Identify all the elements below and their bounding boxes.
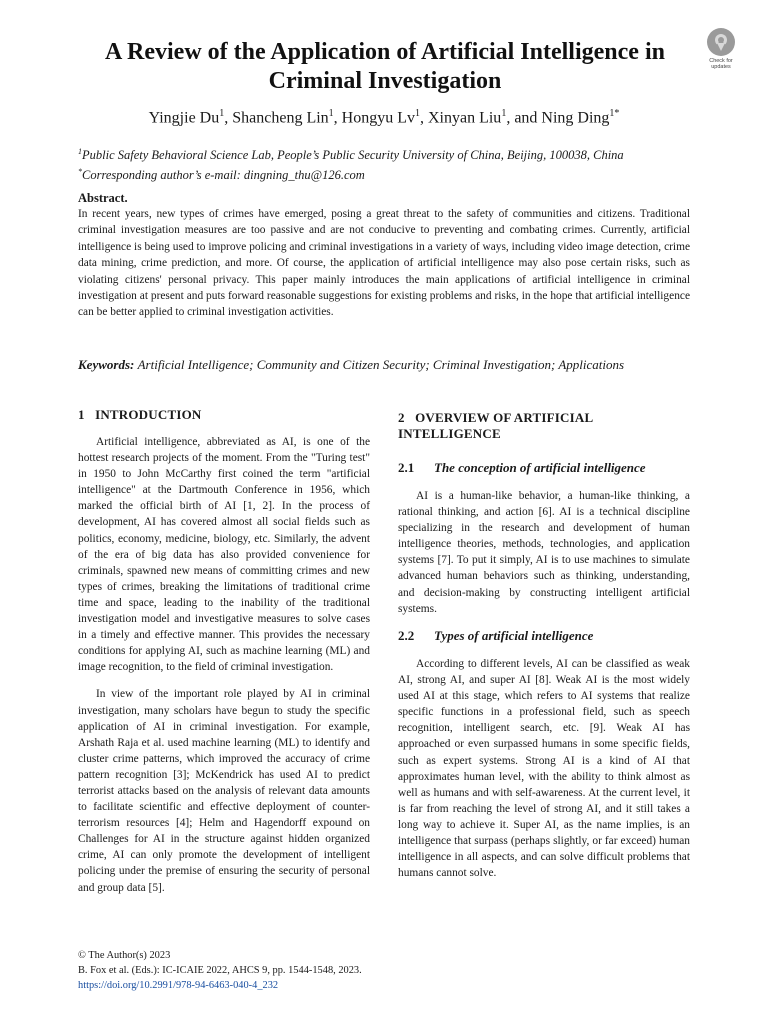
subsection-number: 2.1	[398, 460, 415, 475]
author-separator: ,	[419, 109, 428, 127]
section-title: INTRODUCTION	[95, 407, 202, 422]
author-affiliation-mark: 1	[414, 108, 420, 119]
keywords-line	[78, 356, 718, 374]
badge-caption	[701, 58, 741, 70]
badge-caption-line1: Check for	[709, 58, 733, 64]
affiliation-text: Public Safety Behavioral Science Lab, People’s Public Security University of China, Beijing, 100038, China	[82, 148, 624, 163]
abstract-text: In recent years, new types of crimes have emerged, posing a great threat to the safety of communities and citizens. Traditional criminal investigation measures are too passive and are not conducive to preventing and combating crimes. Currently, artificial intelligence is being used to improve policing and criminal investigations in a variety of ways, including video image detection, crime data mining, crime prediction, and more. Of course, the application of artificial intelligence may also pose certain risks, such as violating citizens' personal privacy. This paper mainly introduces the main applications of artificial intelligence in criminal investigation at present and puts forward reasonable suggestions for existing problems and risks, in the hope that artificial intelligence can be better applied to criminal investigation activities.	[78, 208, 690, 319]
copyright-line: © The Author(s) 2023	[78, 950, 171, 961]
author: Yingjie Du	[148, 109, 220, 127]
author-affiliation-mark: 1	[328, 108, 334, 119]
author: Hongyu Lv	[341, 109, 415, 127]
paper-title: A Review of the Application of Artificial Intelligence in Criminal Investigation	[105, 39, 665, 94]
section-2-heading	[398, 410, 698, 442]
badge-caption-line2: updates	[711, 64, 731, 70]
author: Ning Ding	[541, 109, 610, 127]
keywords-text: Artificial Intelligence; Community and Citizen Security; Criminal Investigation; Applications	[137, 357, 625, 372]
affiliation-mark: 1	[78, 147, 82, 156]
section-1-heading	[78, 407, 201, 423]
paragraph: AI is a human-like behavior, a human-like thinking, a rational thinking, and action [6]. AI is a technical discipline specializing in the research and development of human intelligence theories, methods, technologies, and application systems [7]. To put it simply, AI is to use machines to simulate advanced human behaviors such as thinking, understanding, and decision-making by constructing intelligent artificial systems.	[398, 490, 690, 615]
citation-line: B. Fox et al. (Eds.): IC-ICAIE 2022, AHCS 9, pp. 1544-1548, 2023.	[78, 965, 362, 976]
author-list	[40, 103, 728, 129]
section-1-body	[78, 434, 370, 907]
author: Shancheng Lin	[232, 109, 329, 127]
abstract-heading: Abstract.	[78, 191, 128, 205]
check-for-updates-icon	[707, 28, 735, 56]
keywords-label: Keywords:	[78, 357, 135, 372]
paragraph: In view of the important role played by AI in criminal investigation, many scholars have begun to study the specific application of AI in criminal investigation. For example, Arshath Raja et al. used machine learning (ML) to identify and cluster crime patterns, which improved the accuracy of crime pattern recognition [3]; McKendrick has used AI to predict terrorist attacks based on the analysis of relevant data amounts to facilitate scientific and effective deployment of counter-terrorism resources [4]; Helm and Hagendorff expound on Challenges for AI in the structure against hidden organized crime, AI can only promote the development of intelligent policing under the premise of ensuring the security of personal and group data [5].	[78, 688, 370, 894]
author: Xinyan Liu	[427, 109, 502, 127]
check-for-updates-badge[interactable]	[701, 28, 741, 72]
author-separator: , and	[506, 109, 542, 127]
doi-link[interactable]: https://doi.org/10.2991/978-94-6463-040-4_232	[78, 980, 279, 991]
author-affiliation-mark: 1	[219, 108, 225, 119]
section-number: 2	[398, 410, 405, 425]
author-affiliation-mark: 1	[501, 108, 507, 119]
section-title: OVERVIEW OF ARTIFICIAL INTELLIGENCE	[398, 410, 593, 441]
author-affiliation-mark: 1*	[609, 108, 620, 119]
subsection-title: Types of artificial intelligence	[434, 628, 594, 643]
affiliations	[78, 144, 718, 183]
affiliation-line	[78, 144, 718, 164]
subsection-2-2-body	[398, 656, 690, 892]
section-number: 1	[78, 407, 85, 422]
corresponding-author-text: Corresponding author’s e-mail: dingning_thu@126.com	[82, 167, 365, 182]
paragraph: According to different levels, AI can be classified as weak AI, strong AI, and super AI [8]. Weak AI is the most widely used AI at this stage, which refers to AI systems that realize specific functions in a professional field, such as speech recognition, intelligent search, etc. [9]. Weak AI has approached or even surpassed humans in some specific fields, such as expert systems. Strong AI is a kind of AI that approximates human level, with the ability to think almost as well as humans and with self-awareness. At the current level, it is far from reaching the level of strong AI, and it still takes a long way to achieve it. Super AI, as the name implies, is an intelligence that surpass (perhaps slightly, or far exceed) human intelligence in all aspects, and can solve difficult problems that humans cannot solve.	[398, 658, 690, 880]
author-separator: ,	[333, 109, 342, 127]
subsection-number: 2.2	[398, 628, 415, 643]
subsection-2-1-heading	[398, 460, 646, 476]
author-separator: ,	[224, 109, 233, 127]
corresponding-author-line	[78, 164, 718, 184]
corresponding-mark: *	[78, 166, 82, 176]
subsection-title: The conception of artificial intelligence	[434, 460, 646, 475]
subsection-2-2-heading	[398, 628, 593, 644]
paragraph: Artificial intelligence, abbreviated as AI, is one of the hottest research projects of the moment. From the "Turing test" in 1950 to John McCarthy first coined the term "artificial intelligence" at the Dartmouth Conference in 1956, which marked the official birth of AI [1, 2]. In the process of development, AI has covered almost all social fields such as politics, economy, medicine, biology, etc. Similarly, the advent of the era of big data has also provided convenience for criminals, spawned new means of committing crimes and new types of crimes, breaking the limitations of traditional crime time and space, leading to the inability of the traditional investigation model and investigative measures to solve cases in a timely and effective manner. This provides the necessary conditions for applying AI, such as machine learning (ML) and image recognition, to the field of criminal investigation.	[78, 436, 370, 674]
subsection-2-1-body	[398, 488, 690, 628]
page-footer	[78, 948, 362, 993]
